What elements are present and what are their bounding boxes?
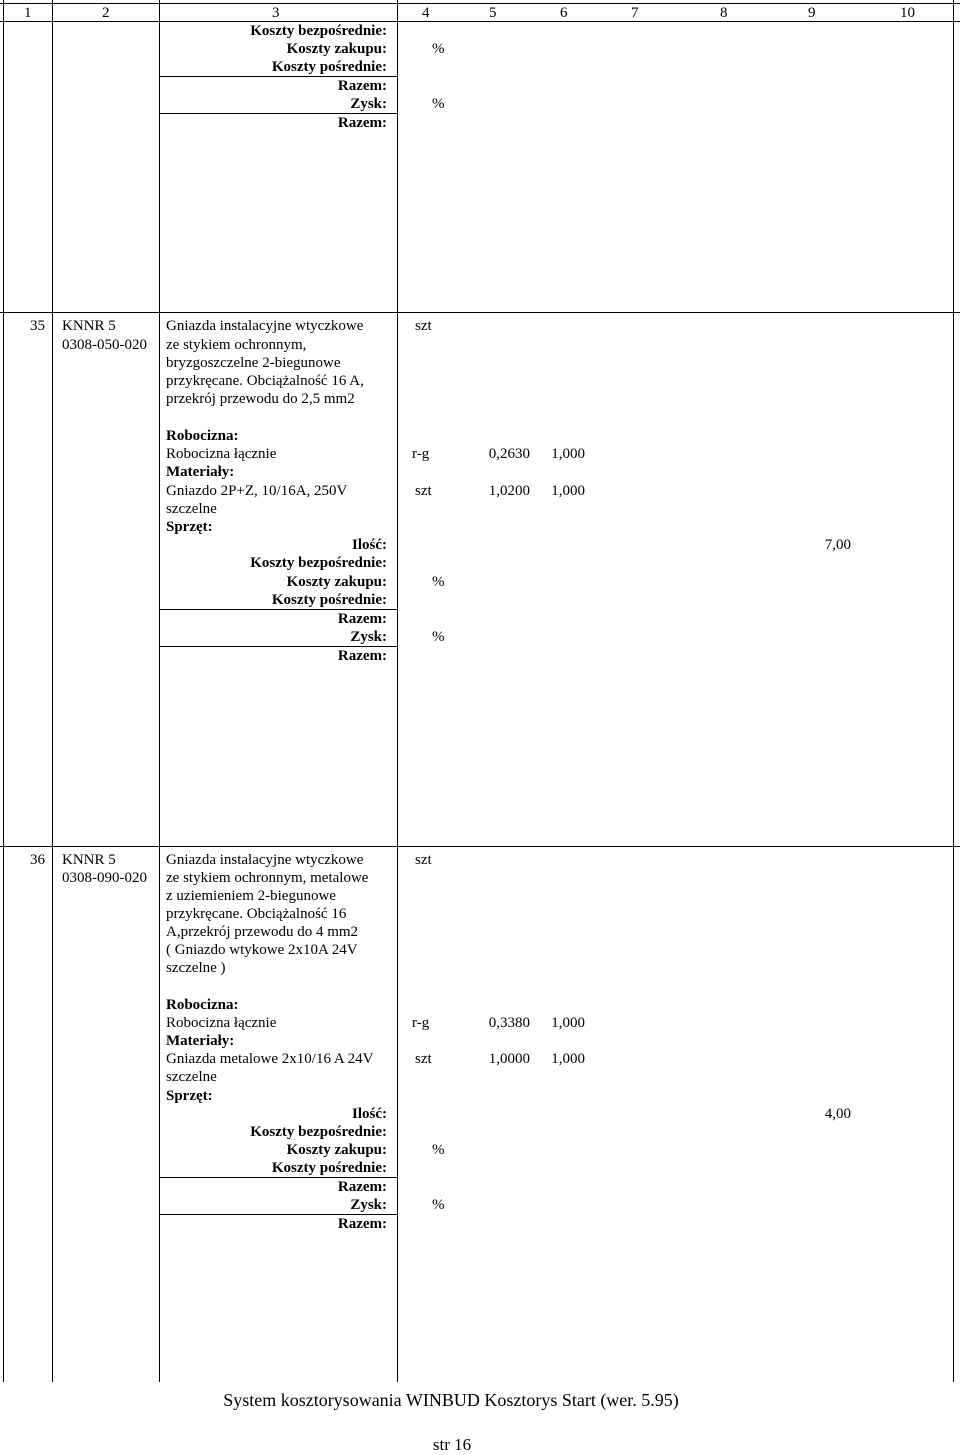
position-number: 35 [30,318,45,334]
section-header-materials: Materiały: [166,464,235,480]
header-col-3: 3 [272,5,280,21]
labor-norm: 0,2630 [488,446,530,462]
summary-label: Koszty zakupu: [286,41,387,57]
summary-underline [160,609,397,610]
footer-page-number: str 16 [432,1435,472,1454]
position-separator [0,846,960,847]
labor-factor: 1,000 [551,1015,585,1031]
summary-unit: % [432,574,445,590]
summary-label: Koszty zakupu: [286,574,387,590]
column-rule [953,0,954,1382]
summary-underline [160,1177,397,1178]
position-description: szczelne ) [166,960,226,976]
section-header-equipment: Sprzęt: [166,519,213,535]
summary-unit: % [432,96,445,112]
position-description: przykręcane. Obciążalność 16 [166,906,347,922]
summary-label: Razem: [337,648,387,664]
position-code: 0308-090-020 [62,870,147,886]
summary-label: Zysk: [350,1197,387,1213]
position-unit: szt [415,318,432,334]
summary-unit: % [432,1197,445,1213]
position-description: przykręcane. Obciążalność 16 A, [166,373,364,389]
position-description: przekrój przewodu do 2,5 mm2 [166,391,355,407]
summary-label: Koszty pośrednie: [271,1160,387,1176]
position-unit: szt [415,852,432,868]
summary-label: Koszty pośrednie: [271,592,387,608]
table-top-rule [0,3,960,4]
summary-label: Zysk: [350,629,387,645]
material-unit: szt [415,483,432,499]
column-rule [3,0,4,1382]
summary-label: Koszty bezpośrednie: [250,1124,387,1140]
header-col-1: 1 [24,5,32,21]
material-unit: szt [415,1051,432,1067]
labor-unit: r-g [412,446,430,462]
summary-label: Razem: [337,1179,387,1195]
header-col-8: 8 [720,5,728,21]
summary-underline [160,1214,397,1215]
position-code: KNNR 5 [62,318,116,334]
material-item: szczelne [166,501,217,517]
labor-unit: r-g [412,1015,430,1031]
summary-underline [160,113,397,114]
position-description: ze stykiem ochronnym, metalowe [166,870,369,886]
quantity-label: Ilość: [352,537,387,553]
summary-underline [160,76,397,77]
column-rule [52,0,53,1382]
summary-unit: % [432,629,445,645]
header-bottom-rule [0,21,960,22]
summary-label: Koszty bezpośrednie: [250,555,387,571]
summary-label: Razem: [337,1216,387,1232]
quantity-value: 7,00 [824,537,851,553]
header-col-5: 5 [489,5,497,21]
position-code: 0308-050-020 [62,337,147,353]
summary-label: Razem: [337,611,387,627]
header-col-7: 7 [631,5,639,21]
labor-item: Robocizna łącznie [166,446,277,462]
summary-label: Razem: [337,115,387,131]
position-code: KNNR 5 [62,852,116,868]
position-description: z uziemieniem 2-biegunowe [166,888,336,904]
material-factor: 1,000 [551,1051,585,1067]
section-header-labor: Robocizna: [166,997,239,1013]
header-col-6: 6 [560,5,568,21]
summary-underline [160,646,397,647]
summary-unit: % [432,41,445,57]
summary-label: Koszty zakupu: [286,1142,387,1158]
header-col-2: 2 [102,5,110,21]
summary-unit: % [432,1142,445,1158]
header-col-10: 10 [900,5,915,21]
summary-label: Zysk: [350,96,387,112]
section-header-labor: Robocizna: [166,428,239,444]
column-rule [397,0,398,1382]
quantity-value: 4,00 [824,1106,851,1122]
position-description: Gniazda instalacyjne wtyczkowe [166,852,364,868]
material-item: Gniazdo 2P+Z, 10/16A, 250V [166,483,348,499]
labor-item: Robocizna łącznie [166,1015,277,1031]
section-header-materials: Materiały: [166,1033,235,1049]
summary-label: Razem: [337,78,387,94]
position-description: A,przekrój przewodu do 4 mm2 [166,924,359,940]
column-rule [159,0,160,1382]
material-item: szczelne [166,1069,217,1085]
labor-factor: 1,000 [551,446,585,462]
material-norm: 1,0000 [488,1051,530,1067]
summary-label: Koszty bezpośrednie: [250,23,387,39]
material-norm: 1,0200 [488,483,530,499]
position-description: Gniazda instalacyjne wtyczkowe [166,318,364,334]
footer-system-name: System kosztorysowania WINBUD Kosztorys Start (wer. 5.95) [223,1390,679,1410]
labor-norm: 0,3380 [488,1015,530,1031]
summary-label: Koszty pośrednie: [271,59,387,75]
position-description: ( Gniazdo wtykowe 2x10A 24V [166,942,358,958]
position-number: 36 [30,852,45,868]
position-separator [0,312,960,313]
section-header-equipment: Sprzęt: [166,1088,213,1104]
position-description: bryzgoszczelne 2-biegunowe [166,355,341,371]
header-col-4: 4 [422,5,430,21]
material-factor: 1,000 [551,483,585,499]
position-description: ze stykiem ochronnym, [166,337,307,353]
material-item: Gniazda metalowe 2x10/16 A 24V [166,1051,374,1067]
quantity-label: Ilość: [352,1106,387,1122]
header-col-9: 9 [808,5,816,21]
